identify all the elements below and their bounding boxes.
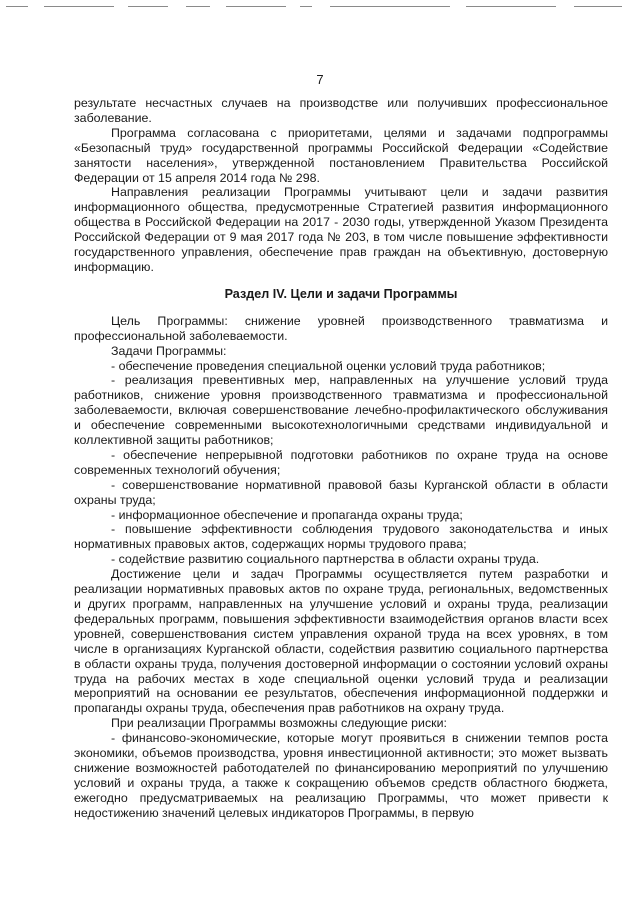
list-item: - повышение эффективности соблюдения трудового законодательства и иных нормативных правовых актов, содержащих нормы трудового права; (74, 522, 608, 552)
paragraph: Достижение цели и задач Программы осуществляется путем разработки и реализации нормативных правовых актов по охране труда, региональных, ведомственных и других программ, направленных на улучшение условий и охраны труда, реализации федеральных программ, повышения эффективности взаимодействия органов власти всех уровней, совершенствования систем управления охраной труда на всех уровнях, в том числе в организациях Курганской области, содействия развитию социального партнерства в области охраны труда, получения достоверной информации о состоянии условий охраны труда на рабочих местах в ходе специальной оценки условий труда и реализации мероприятий на основании ее результатов, обеспечения информационной поддержки и пропаганды охраны труда, обеспечения прав работников на охрану труда. (74, 567, 608, 716)
list-item: - обеспечение непрерывной подготовки работников по охране труда на основе современных технологий обучения; (74, 447, 608, 477)
section-heading: Раздел IV. Цели и задачи Программы (224, 286, 458, 301)
paragraph: Цель Программы: снижение уровней производственного травматизма и профессиональной заболеваемости. (74, 313, 608, 343)
scan-edge-marks (0, 0, 640, 14)
page-number: 7 (316, 72, 324, 87)
list-item: - содействие развитию социального партнерства в области охраны труда. (111, 552, 540, 567)
paragraph: Задачи Программы: (111, 343, 227, 358)
list-item: - информационное обеспечение и пропаганда охраны труда; (111, 507, 463, 522)
paragraph: Направления реализации Программы учитывают цели и задачи развития информационного общества, предусмотренные Стратегией развития информационного общества в Российской Федерации на 2017 - 2030 годы, утвержденной Указом Президента Российской Федерации от 9 мая 2017 года № 203, в том числе повышение эффективности государственного управления, обеспечение прав граждан на объективную, достоверную информацию. (74, 185, 608, 274)
list-item: - обеспечение проведения специальной оценки условий труда работников; (111, 358, 546, 373)
list-item: - реализация превентивных мер, направленных на улучшение условий труда работников, снижение уровня производственного травматизма и профессиональной заболеваемости, включая совершенствование лечебно-профилактического обслуживания и обеспечение современными высокотехнологичными средствами индивидуальной и коллективной защиты работников; (74, 373, 608, 448)
paragraph: результате несчастных случаев на производстве или получивших профессиональное заболевание. (74, 96, 608, 125)
list-item: - финансово-экономические, которые могут проявиться в снижении темпов роста экономики, объемов производства, уровня инвестиционной активности; это может вызвать снижение возможностей работодателей по финансированию мероприятий по улучшению условий и охраны труда, а также к сокращению объемов средств областного бюджета, ежегодно предусматриваемых на реализацию Программы, что может привести к недостижению значений целевых индикаторов Программы, в первую (74, 731, 608, 820)
list-item: - совершенствование нормативной правовой базы Курганской области в области охраны труда; (74, 477, 608, 507)
document-body (74, 96, 608, 821)
paragraph: Программа согласована с приоритетами, целями и задачами подпрограммы «Безопасный труд» государственной программы Российской Федерации «Содействие занятости населения», утвержденной постановлением Правительства Российской Федерации от 15 апреля 2014 года № 298. (74, 125, 608, 185)
paragraph: При реализации Программы возможны следующие риски: (111, 716, 447, 731)
